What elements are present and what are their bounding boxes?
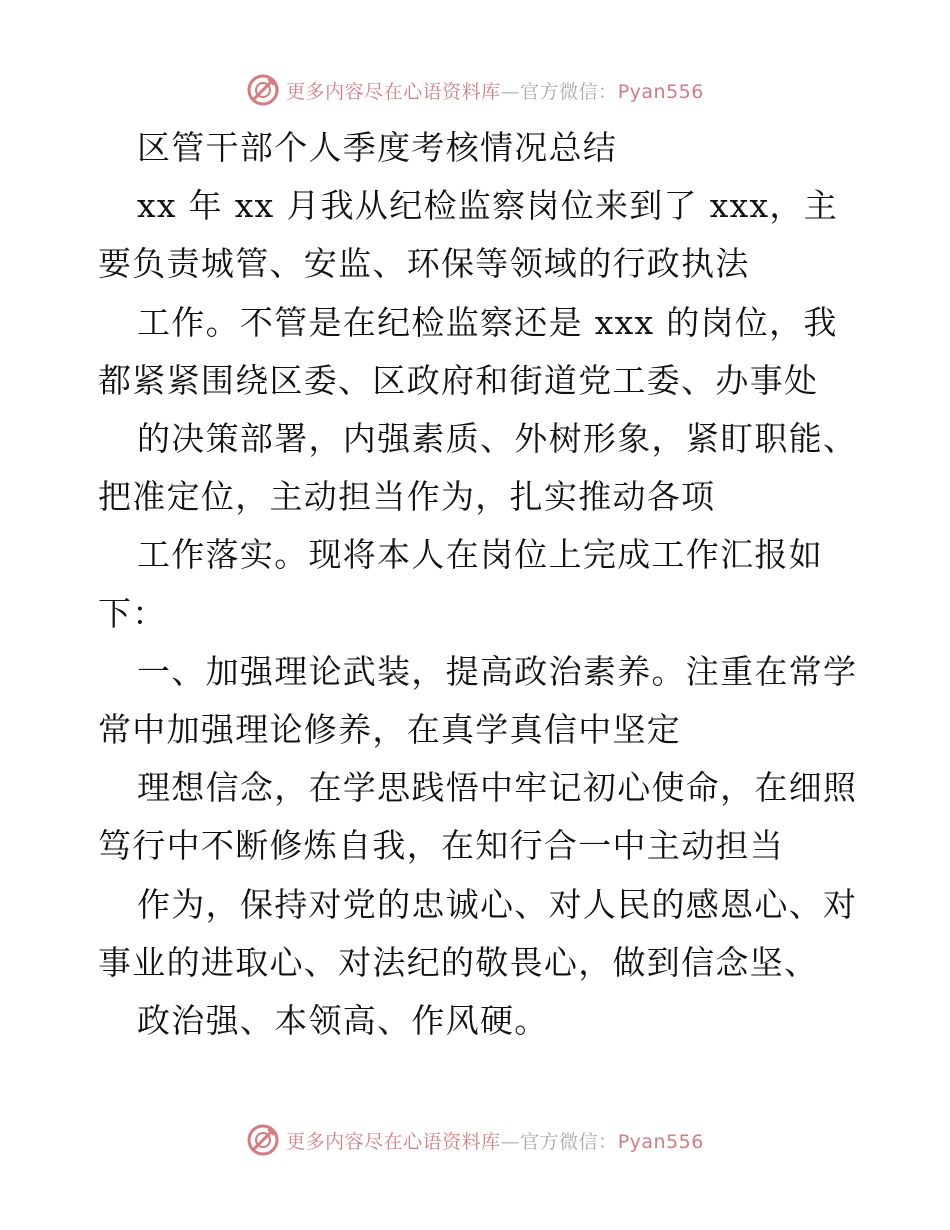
paragraph-line: 笃行中不断修炼自我，在知行合一中主动担当 bbox=[98, 826, 784, 865]
banner-wechat-id: Pyan556 bbox=[617, 80, 704, 103]
paragraph-line: 工作落实。现将本人在岗位上完成工作汇报如 bbox=[137, 535, 823, 574]
banner-dash: — bbox=[500, 80, 521, 103]
section-heading-line: 一、加强理论武装，提高政治素养。注重在常学 bbox=[137, 652, 858, 691]
paragraph-line: 理想信念，在学思践悟中牢记初心使命，在细照 bbox=[137, 768, 858, 807]
paragraph-line: 要负责城管、安监、环保等领域的行政执法 bbox=[98, 244, 750, 283]
banner-text bbox=[286, 1127, 704, 1154]
paragraph-line: 政治强、本领高、作风硬。 bbox=[137, 1001, 549, 1040]
banner-wechat-label: 官方微信： bbox=[520, 80, 618, 103]
banner-wechat-label: 官方微信： bbox=[520, 1130, 618, 1153]
footer-banner bbox=[0, 1120, 950, 1160]
paragraph-line: 作为，保持对党的忠诚心、对人民的感恩心、对 bbox=[137, 885, 858, 924]
paragraph-line: 的决策部署，内强素质、外树形象，紧盯职能、 bbox=[137, 419, 858, 458]
paragraph-line: 工作。不管是在纪检监察还是 xxx 的岗位，我 bbox=[137, 303, 838, 342]
banner-dash: — bbox=[500, 1130, 521, 1153]
document-title: 区管干部个人季度考核情况总结 bbox=[137, 128, 618, 167]
paragraph-line: xx 年 xx 月我从纪检监察岗位来到了 xxx，主 bbox=[137, 186, 839, 225]
paragraph-line: 常中加强理论修养，在真学真信中坚定 bbox=[98, 710, 682, 749]
banner-wechat-id: Pyan556 bbox=[617, 1130, 704, 1153]
banner-title: 更多内容尽在心语资料库 bbox=[286, 80, 501, 103]
paragraph-line: 把准定位，主动担当作为，扎实推动各项 bbox=[98, 477, 716, 516]
banner-title: 更多内容尽在心语资料库 bbox=[286, 1130, 501, 1153]
brand-logo-icon bbox=[246, 1123, 280, 1157]
paragraph-line: 事业的进取心、对法纪的敬畏心，做到信念坚、 bbox=[98, 943, 819, 982]
paragraph-line: 下： bbox=[98, 594, 167, 633]
paragraph-line: 都紧紧围绕区委、区政府和街道党工委、办事处 bbox=[98, 361, 819, 400]
